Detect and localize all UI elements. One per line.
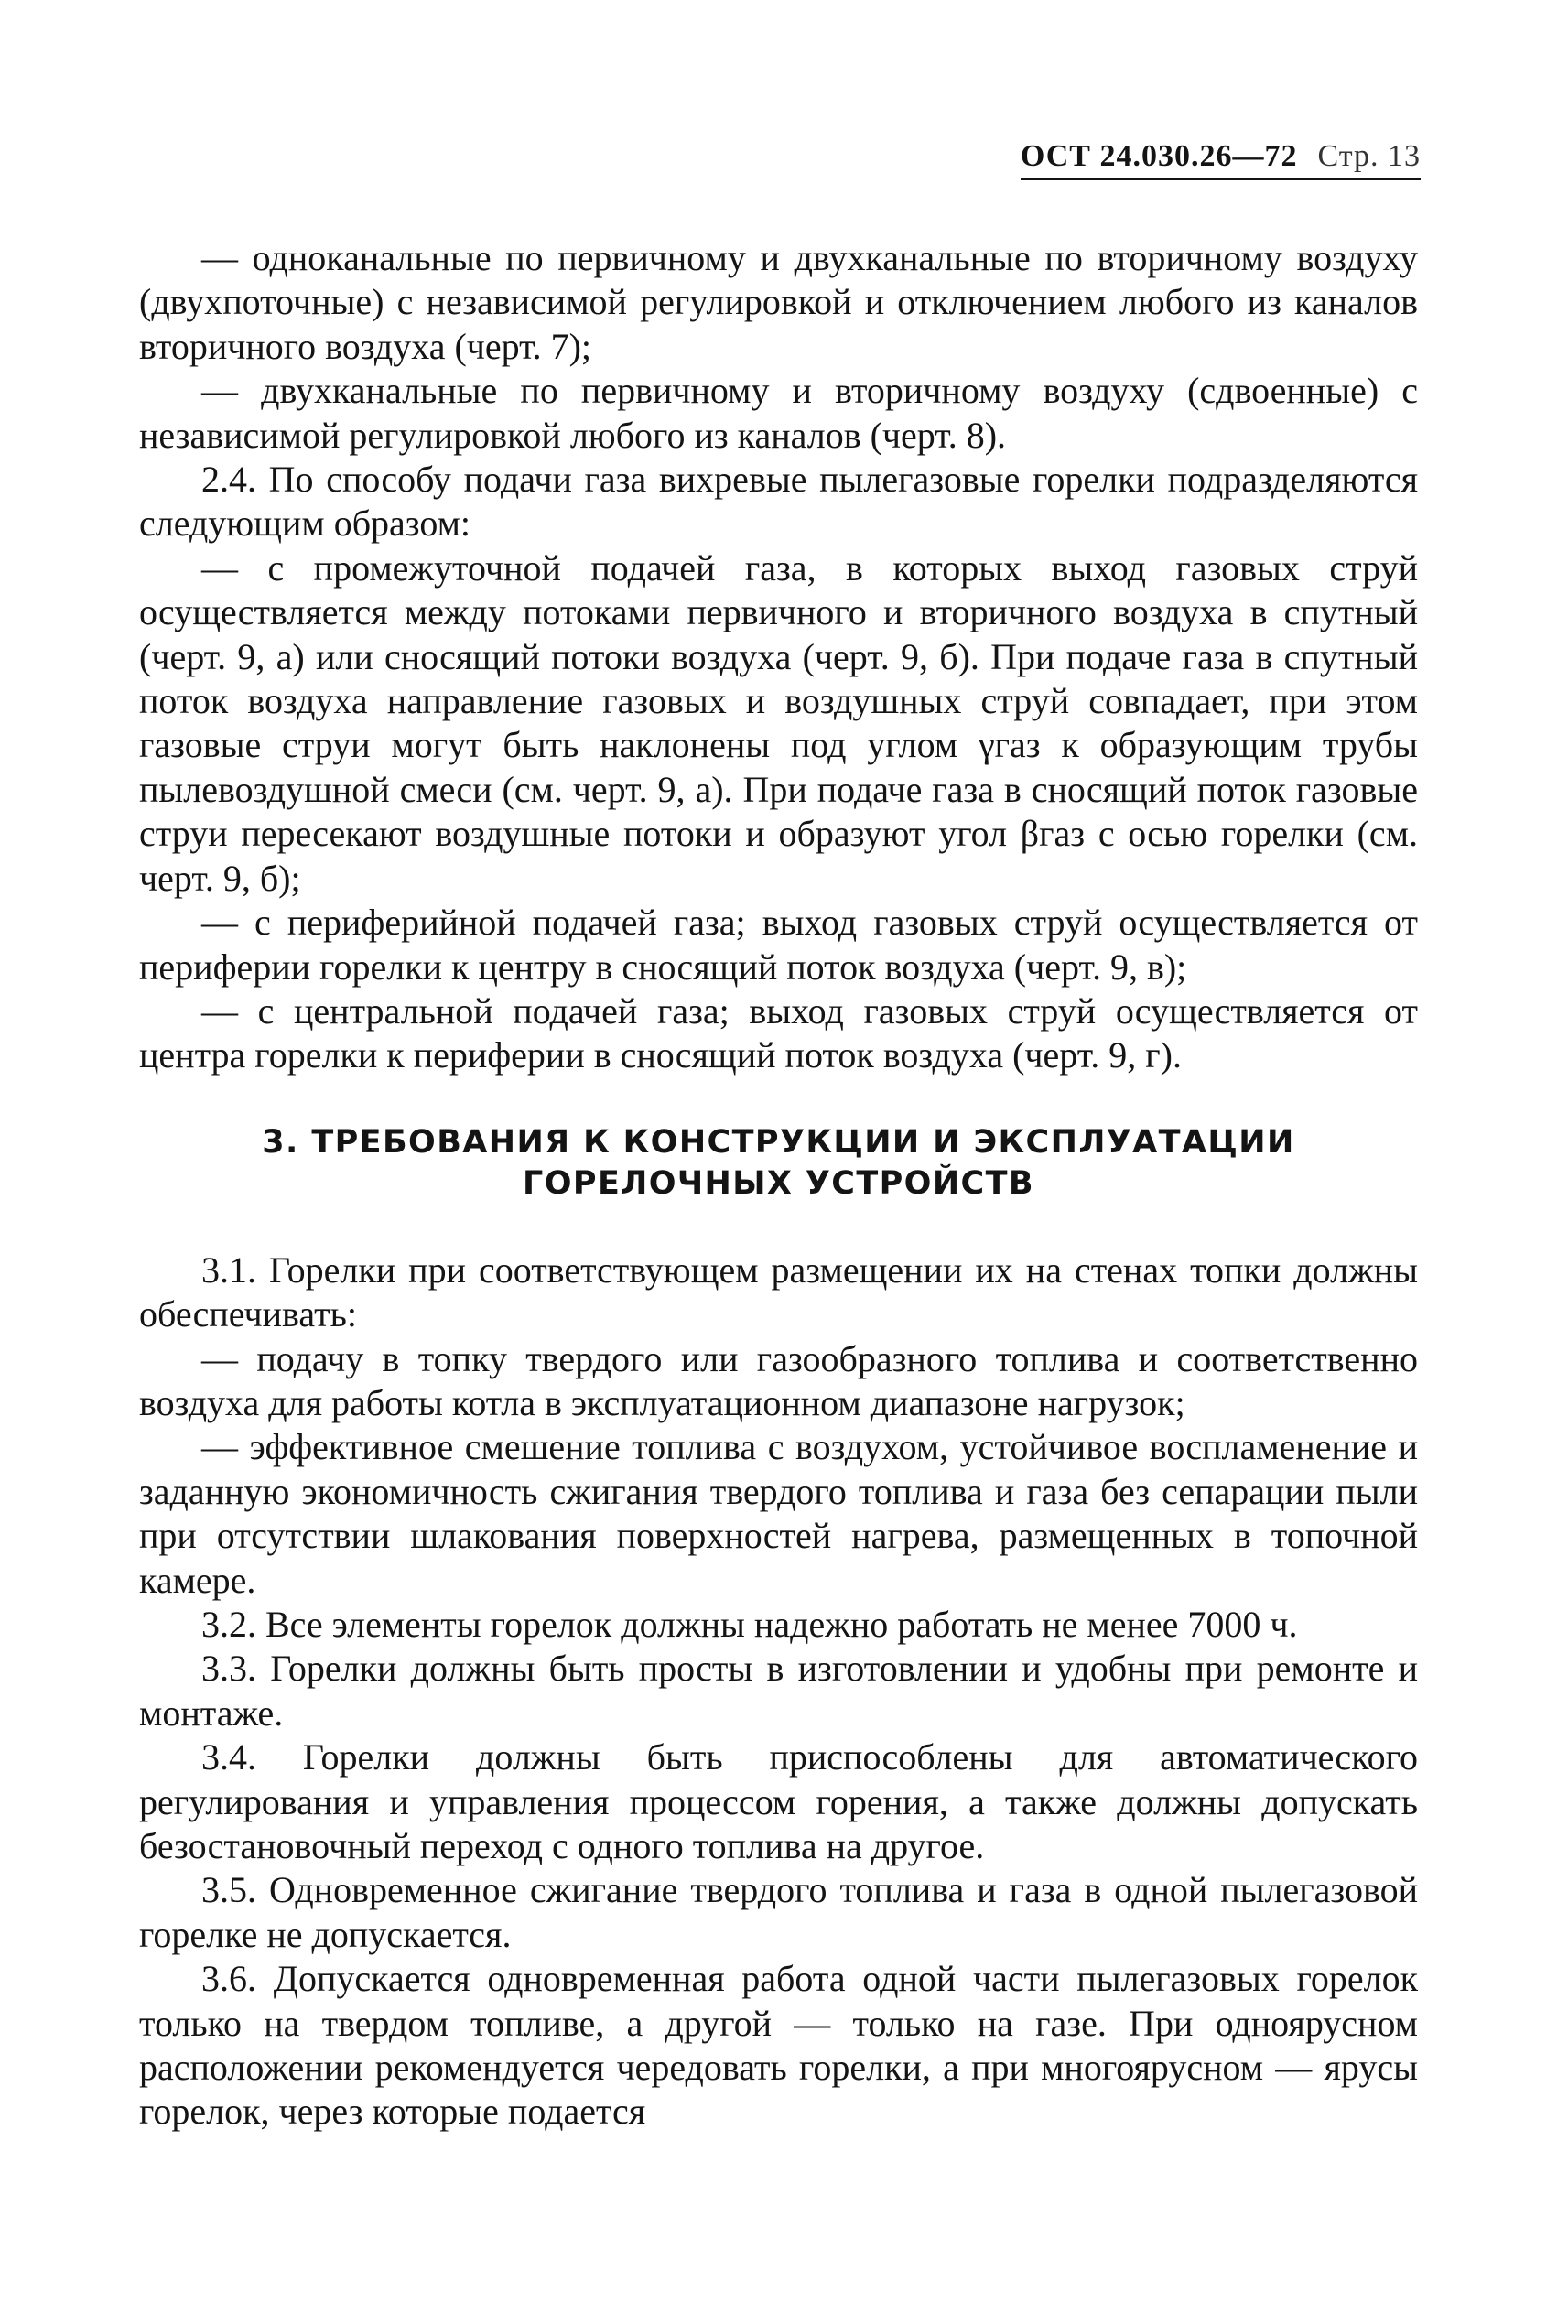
list-item-fuel-supply: — подачу в топку твердого или газообразного топлива и соответственно воздуха для работы котла в эксплуатационном диапазоне нагрузок; xyxy=(139,1337,1418,1423)
clause-3-5: 3.5. Одновременное сжигание твердого топлива и газа в одной пылегазовой горелке не допускается. xyxy=(139,1869,1418,1955)
clause-2-4: 2.4. По способу подачи газа вихревые пылегазовые горелки подразделяются следующим образом: xyxy=(139,459,1418,545)
list-item-single-channel: — одноканальные по первичному и двухканальные по вторичному воздуху (двухпоточные) с независимой регулировкой и отключением любого из каналов вторичного воздуха (черт. 7); xyxy=(139,237,1418,367)
page-header xyxy=(1021,139,1421,180)
page-number: Стр. 13 xyxy=(1317,139,1421,173)
clause-3-3: 3.3. Горелки должны быть просты в изготовлении и удобны при ремонте и монтаже. xyxy=(139,1648,1418,1734)
list-item-peripheral-gas: — с периферийной подачей газа; выход газовых струй осуществляется от периферии горелки к центру в сносящий поток воздуха (черт. 9, в); xyxy=(139,902,1418,988)
document-body xyxy=(139,236,1418,2135)
clause-3-4: 3.4. Горелки должны быть приспособлены для автоматического регулирования и управления процессом горения, а также должны допускать безостановочный переход с одного топлива на другое. xyxy=(139,1736,1418,1866)
clause-3-1: 3.1. Горелки при соответствующем размещении их на стенах топки должны обеспечивать: xyxy=(139,1248,1418,1335)
list-item-mixing: — эффективное смешение топлива с воздухом, устойчивое воспламенение и заданную экономичность сжигания твердого топлива и газа без сепарации пыли при отсутствии шлакования поверхностей нагрева, размещенных в топочной камере. xyxy=(139,1426,1418,1601)
section-3-heading: 3. ТРЕБОВАНИЯ К КОНСТРУКЦИИ И ЭКСПЛУАТАЦИИ ГОРЕЛОЧНЫХ УСТРОЙСТВ xyxy=(262,1123,1295,1202)
list-item-dual-channel: — двухканальные по первичному и вторичному воздуху (сдвоенные) с независимой регулировкой любого из каналов (черт. 8). xyxy=(139,370,1418,456)
list-item-intermediate-gas: — с промежуточной подачей газа, в которых выход газовых струй осуществляется между потоками первичного и вторичного воздуха в спутный (черт. 9, а) или сносящий потоки воздуха (черт. 9, б). При подаче газа в спутный поток воздуха направление газовых и воздушных струй совпадает, при этом газовые струи могут быть наклонены под углом γгаз к образующим трубы пылевоздушной смеси (см. черт. 9, а). При подаче газа в сносящий поток газовые струи пересекают воздушные потоки и образуют угол βгаз с осью горелки (см. черт. 9, б); xyxy=(139,546,1418,899)
list-item-central-gas: — с центральной подачей газа; выход газовых струй осуществляется от центра горелки к периферии в сносящий поток воздуха (черт. 9, г). xyxy=(139,989,1418,1076)
clause-3-2: 3.2. Все элементы горелок должны надежно работать не менее 7000 ч. xyxy=(201,1603,1298,1645)
clause-3-6: 3.6. Допускается одновременная работа одной части пылегазовых горелок только на твердом топливе, а другой — только на газе. При одноярусном расположении рекомендуется чередовать горелки, а при многоярусном — ярусы горелок, через которые подается xyxy=(139,1958,1418,2133)
standard-code: ОСТ 24.030.26—72 xyxy=(1020,139,1298,173)
